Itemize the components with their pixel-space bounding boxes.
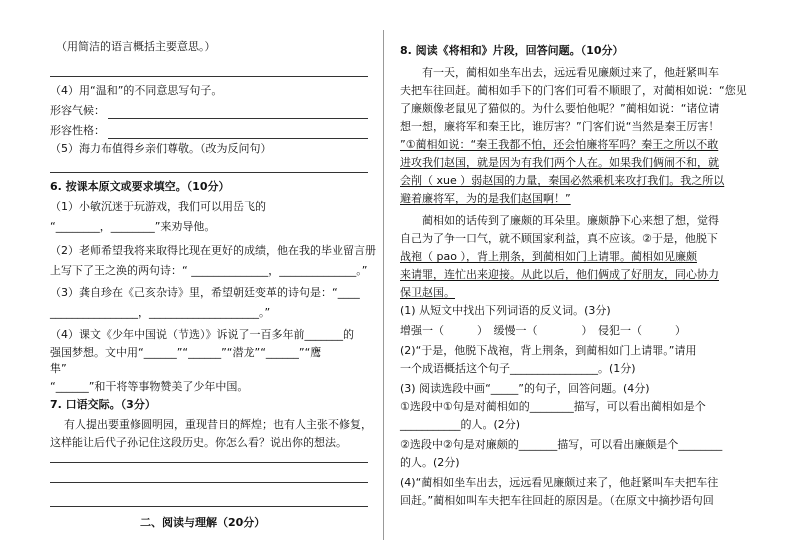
s7-text-line1: 有人提出要重修圆明园，重现昔日的辉煌；也有人主张不修复， (64, 418, 372, 431)
passage-line: 蔺相如的话传到了廉颇的耳朵里。廉颇静下心来想了想，觉得 (422, 214, 719, 227)
passage-line-underlined: 进攻我们赵国，就是因为有我们两个人在。如果我们俩闹不和，就 (400, 156, 719, 169)
q4-person-label: 形容性格： (50, 124, 105, 137)
s6-q4-line3: 隼” (50, 362, 67, 375)
s6-q4-line1: （4）课文《少年中国说（节选）》诉说了一百多年前_______的 (50, 328, 354, 341)
passage-line: 有一天，蔺相如坐车出去，远远看见廉颇过来了，他赶紧叫车 (422, 66, 719, 79)
passage-line-underlined: 会削（ xue ）弱赵国的力量，秦国必然乘机来攻打我们。我之所以 (400, 174, 725, 187)
s6-q1-line2: “________，________”来劝导他。 (50, 220, 216, 233)
q4-line1: (4)“蔺相如坐车出去，远远看见廉颇过来了，他赶紧叫车夫把车往 (400, 476, 719, 489)
s6-q4-line2: 强国梦想。文中用“______”“______”“潜龙”“______”“鹰 (50, 346, 322, 359)
q2-line1: (2)“于是，他脱下战袍，背上荆条，到蔺相如门上请罪。”请用 (400, 344, 697, 357)
q4-weather-label: 形容气候： (50, 104, 105, 117)
passage-line: 夫把车往回赶。蔺相如手下的门客们可看不顺眼了，对蔺相如说：“您见 (400, 84, 747, 97)
s7-text-line2: 这样能让后代子孙记住这段历史。你怎么看？说出你的想法。 (50, 436, 347, 449)
section-6-title: 6. 按课本原文或要求填空。（10分） (50, 180, 230, 193)
passage-line-underlined: ”①蔺相如说：“秦王我都不怕，还会怕廉将军吗？秦王之所以不敢 (400, 138, 719, 151)
answer-line (50, 462, 368, 463)
answer-line (50, 506, 368, 507)
q3-1-line1: ①选段中①句是对蔺相如的________描写，可以看出蔺相如是个 (400, 400, 706, 413)
q3-prompt: (3) 阅读选段中画“_____”的句子，回答问题。(4分) (400, 382, 650, 395)
s6-q3-line1: （3）龚自珍在《己亥杂诗》里，希望朝廷变革的诗句是：“____ (50, 286, 360, 299)
answer-line (50, 172, 368, 173)
passage-line-underlined: 避着廉将军，为的是我们赵国啊！” (400, 192, 571, 205)
passage-line-underlined: 战袍（ pao ），背上荆条，到蔺相如门上请罪。蔺相如见廉颇 (400, 250, 697, 263)
s6-q2-line1: （2）老师希望我将来取得比现在更好的成绩，他在我的毕业留言册 (50, 244, 376, 257)
s6-q1-line1: （1）小敏沉迷于玩游戏，我们可以用岳飞的 (50, 200, 266, 213)
s6-q3-line2: ________________，____________________。” (50, 306, 271, 319)
section-7-title: 7. 口语交际。（3分） (50, 398, 156, 411)
column-divider (383, 30, 384, 540)
answer-line (108, 138, 368, 139)
q1-prompt: (1) 从短文中找出下列词语的反义词。(3分) (400, 304, 611, 317)
q2-line2: 一个成语概括这个句子________________。(1分) (400, 362, 636, 375)
passage-line-underlined: 来请罪，连忙出来迎接。从此以后，他们俩成了好朋友，同心协力 (400, 268, 719, 281)
answer-line (50, 76, 368, 77)
passage-line: 想一想，廉将军和秦王比，谁厉害？”门客们说“当然是秦王厉害！ (400, 120, 720, 133)
q4-line2: 回赶。”蔺相如叫车夫把车往回赶的原因是。（在原文中摘抄语句回 (400, 494, 714, 507)
s6-q4-line4: “______”和干将等事物赞美了少年中国。 (50, 380, 249, 393)
q3-2-line1: ②选段中②句是对廉颇的_______描写，可以看出廉颇是个________ (400, 438, 723, 451)
left-column (50, 0, 376, 560)
passage-line-underlined: 保卫赵国。 (400, 286, 455, 299)
s6-q2-line2: 上写下了王之涣的两句诗：“ ______________，______________。” (50, 264, 368, 277)
section-8-title: 8. 阅读《将相和》片段，回答问题。（10分） (400, 44, 624, 57)
passage-line: 了廉颇像老鼠见了猫似的。为什么要怕他呢？”蔺相如说：“诸位请 (400, 102, 720, 115)
part-2-heading: 二、阅读与理解（20分） (140, 516, 266, 529)
q3-1-line2: ___________的人。(2分) (400, 418, 521, 431)
q5-prompt: （5）海力布值得乡亲们尊敬。（改为反问句） (50, 142, 272, 155)
summary-hint: （用简洁的语言概括主要意思。） (56, 40, 216, 53)
passage-line: 自己为了争一口气，就不顾国家利益，真不应该。②于是，他脱下 (400, 232, 718, 245)
q1-words: 增强一（ ） 缓慢一（ ） 侵犯一（ ） (400, 324, 686, 337)
answer-line (50, 482, 368, 483)
q4-prompt: （4）用“温和”的不同意思写句子。 (50, 84, 223, 97)
answer-line (108, 118, 368, 119)
q3-2-line2: 的人。(2分) (400, 456, 460, 469)
right-column (400, 0, 747, 560)
